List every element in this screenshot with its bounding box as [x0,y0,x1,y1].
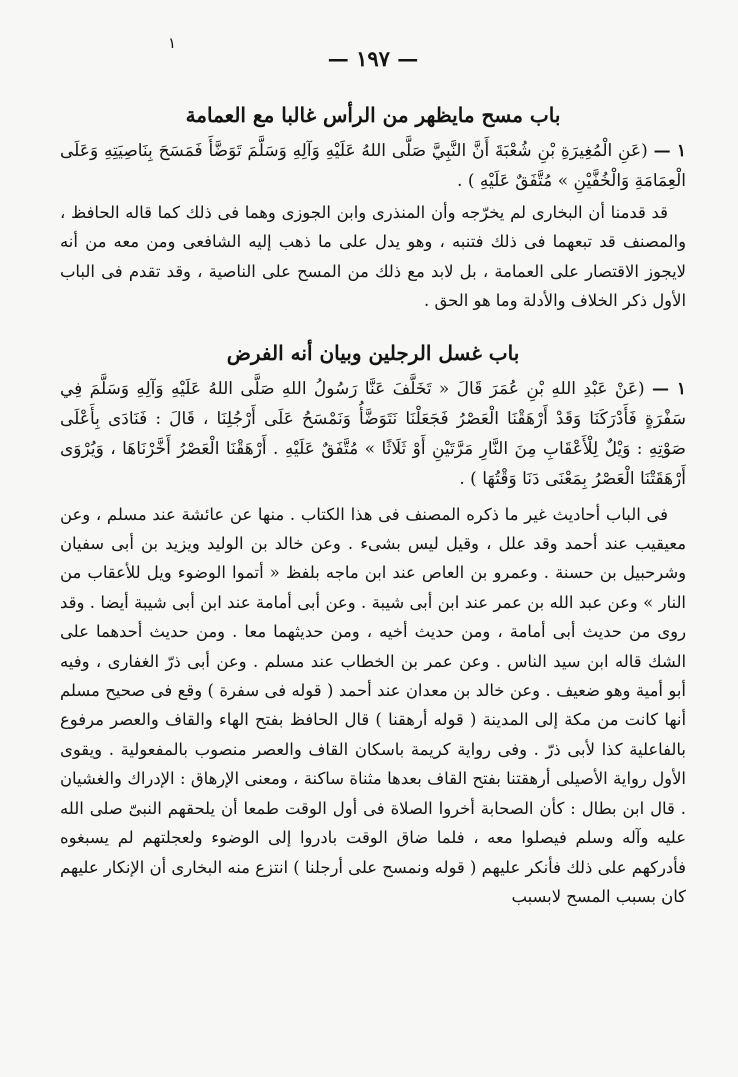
corner-mark: ١ [168,34,177,52]
chapter-ghasl-ar-rijlayn [60,338,686,912]
hadith-number: ١ — [652,378,687,399]
hadith-number: ١ — [653,141,687,161]
hadith-body: (عَنِ الْمُغِيرَةِ بْنِ شُعْبَةَ أَنَّ النَّبِيَّ صَلَّى اللهُ عَلَيْهِ وَآلِهِ وَسَلَّمَ تَوَضَّأَ فَمَسَحَ بِنَاصِيَتِهِ وَعَلَى الْعِمَامَةِ وَالْخُفَّيْنِ » مُتَّفَقٌ عَلَيْهِ ) . [60,141,686,191]
hadith-body: (عَنْ عَبْدِ اللهِ بْنِ عُمَرَ قَالَ « تَخَلَّفَ عَنَّا رَسُولُ اللهِ صَلَّى اللهُ عَلَيْهِ وَآلِهِ وَسَلَّمَ فِي سَفْرَةٍ فَأَدْرَكَنَا وَقَدْ أَرْهَقْنَا الْعَصْرُ فَجَعَلْنَا نَتَوَضَّأُ وَنَمْسَحُ عَلَى أَرْجُلِنَا ، قَالَ : فَنَادَى بِأَعْلَى صَوْتِهِ : وَيْلٌ لِلْأَعْقَابِ مِنَ النَّارِ مَرَّتَيْنِ أَوْ ثَلَاثًا » مُتَّفَقٌ عَلَيْهِ . أَرْهَقْنَا الْعَصْرُ أَخَّرْنَاهَا ، وَيُرْوَى أَرْهَقَتْنَا الْعَصْرُ بِمَعْنَى دَنَا وَقْتُهَا ) . [60,378,686,489]
page-number: — ١٩٧ — [327,46,419,71]
commentary-paragraph: قد قدمنا أن البخارى لم يخرّجه وأن المنذرى وابن الجوزى وهما فى ذلك كما قاله الحافظ ، والمصنف قد تبعهما فى ذلك فتنبه ، وهو يدل على ما ذهب إليه الشافعى ومن معه من أنه لايجوز الاقتصار على العمامة ، بل لابد مع ذلك من المسح على الناصية ، وقد تقدم فى الباب الأول ذكر الخلاف والأدلة وما هو الحق . [60,203,686,311]
commentary-paragraph: فى الباب أحاديث غير ما ذكره المصنف فى هذا الكتاب . منها عن عائشة عند مسلم ، وعن معيقيب عند أحمد وقد علل ، وقيل ليس بشىء . وعن خالد بن الوليد ويزيد بن أبى سفيان وشرحبيل بن حسنة . وعمرو بن العاص عند ابن ماجه بلفظ « أتموا الوضوء ويل للأعقاب من النار » وعن عبد الله بن عمر عند ابن أبى شيبة . وعن أبى أمامة عند ابن أبى شيبة أيضا . وقد روى من حديث أبى أمامة ، ومن حديث أخيه ، ومن حديثهما معا . ومن حديث أحدهما على الشك قاله ابن سيد الناس . وعن عمر بن الخطاب عند مسلم . وعن أبى ذرّ الغفارى ، وفيه أبو أمية وهو ضعيف . وعن خالد بن معدان عند أحمد ( قوله فى سفرة ) وقع فى صحيح مسلم أنها كانت من مكة إلى المدينة ( قوله أرهقنا ) قال الحافظ بفتح الهاء والقاف والعصر مرفوع بالفاعلية كذا لأبى ذرّ . وفى رواية كريمة باسكان القاف والعصر منصوب بالمفعولية . ويقوى الأول رواية الأصيلى أرهقتنا بفتح القاف بعدها مثناة ساكنة ، ومعنى الإرهاق : الإدراك والغشيان . قال ابن بطال : كأن الصحابة أخروا الصلاة فى أول الوقت طمعا أن يلحقهم النبىّ صلى الله عليه وآله وسلم فيصلوا معه ، فلما ضاق الوقت بادروا إلى الوضوء ولعجلتهم لم يسبغوه فأدركهم على ذلك فأنكر عليهم ( قوله ونمسح على أرجلنا ) انتزع منه البخارى أن الإنكار عليهم كان بسبب المسح لابسبب [60,504,686,906]
chapter-title: باب غسل الرجلين وبيان أنه الفرض [226,340,520,365]
chapter-title: باب مسح مايظهر من الرأس غالبا مع العمامة [185,103,561,127]
hadith-text [60,136,686,196]
hadith-text [60,374,686,494]
chapter-mash-al-imama [60,100,686,316]
